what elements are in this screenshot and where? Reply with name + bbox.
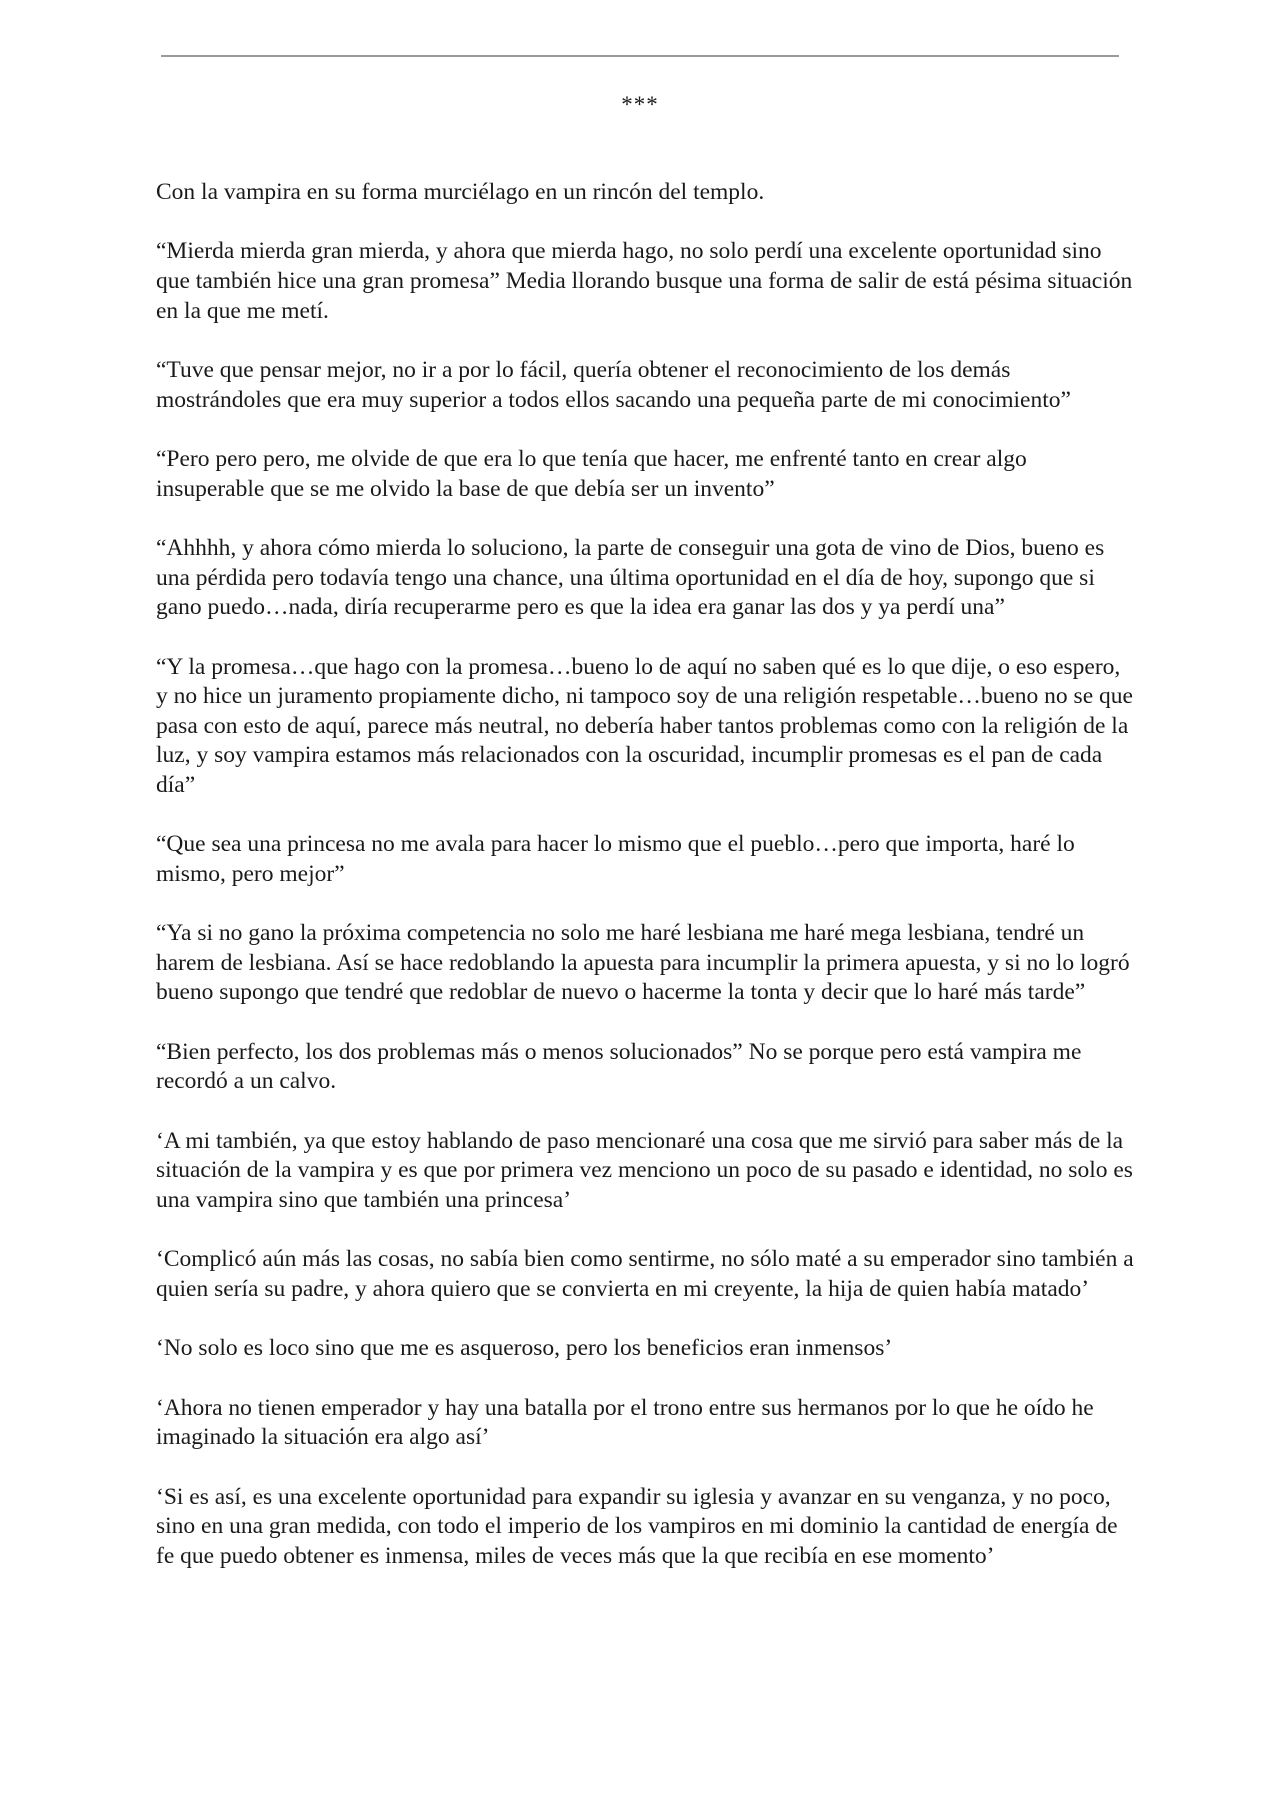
section-separator: *** <box>621 92 659 117</box>
paragraph: “Que sea una princesa no me avala para hacer lo mismo que el pueblo…pero que importa, haré lo mismo, pero mejor” <box>156 831 1075 887</box>
paragraph: ‘A mi también, ya que estoy hablando de paso mencionaré una cosa que me sirvió para saber más de la situación de la vampira y es que por primera vez menciono un poco de su pasado e identidad, no solo es una vampira sino que también una princesa’ <box>156 1127 1133 1214</box>
body-text <box>156 178 1136 1601</box>
paragraph: “Ahhhh, y ahora cómo mierda lo soluciono, la parte de conseguir una gota de vino de Dios, bueno es una pérdida pero todavía tengo una chance, una última oportunidad en el día de hoy, supongo que si gano puedo…nada, diría recuperarme pero es que la idea era ganar las dos y ya perdí una” <box>156 534 1105 621</box>
paragraph: ‘Complicó aún más las cosas, no sabía bien como sentirme, no sólo maté a su emperador sino también a quien sería su padre, y ahora quiero que se convierta en mi creyente, la hija de quien había matado’ <box>156 1246 1134 1302</box>
paragraph: “Ya si no gano la próxima competencia no solo me haré lesbiana me haré mega lesbiana, tendré un harem de lesbiana. Así se hace redoblando la apuesta para incumplir la primera apuesta, y si no lo logró bueno supongo que tendré que redoblar de nuevo o hacerme la tonta y decir que lo haré más tarde” <box>156 920 1130 1006</box>
paragraph: ‘Si es así, es una excelente oportunidad para expandir su iglesia y avanzar en su venganza, y no poco, sino en una gran medida, con todo el imperio de los vampiros en mi dominio la cantidad de energía de fe que puedo obtener es inmensa, miles de veces más que la que recibía en ese momento’ <box>156 1483 1118 1569</box>
paragraph: “Pero pero pero, me olvide de que era lo que tenía que hacer, me enfrenté tanto en crear algo insuperable que se me olvido la base de que debía ser un invento” <box>156 445 1027 502</box>
paragraph: “Tuve que pensar mejor, no ir a por lo fácil, quería obtener el reconocimiento de los demás mostrándoles que era muy superior a todos ellos sacando una pequeña parte de mi conocimiento” <box>156 356 1071 413</box>
paragraph: “Bien perfecto, los dos problemas más o menos solucionados” No se porque pero está vampira me recordó a un calvo. <box>156 1038 1082 1095</box>
paragraph: ‘No solo es loco sino que me es asqueroso, pero los beneficios eran inmensos’ <box>156 1335 893 1362</box>
paragraph: ‘Ahora no tienen emperador y hay una batalla por el trono entre sus hermanos por lo que he oído he imaginado la situación era algo así’ <box>156 1394 1094 1451</box>
paragraph: “Y la promesa…que hago con la promesa…bueno lo de aquí no saben qué es lo que dije, o eso espero, y no hice un juramento propiamente dicho, ni tampoco soy de una religión respetable…bueno no se que pasa con esto de aquí, parece más neutral, no debería haber tantos problemas como con la religión de la luz, y soy vampira estamos más relacionados con la oscuridad, incumplir promesas es el pan de cada día” <box>156 653 1133 798</box>
paragraph: Con la vampira en su forma murciélago en un rincón del templo. <box>156 179 765 205</box>
top-rule <box>161 55 1119 57</box>
paragraph: “Mierda mierda gran mierda, y ahora que mierda hago, no solo perdí una excelente oportunidad sino que también hice una gran promesa” Media llorando busque una forma de salir de está pésima situación en la que me metí. <box>156 238 1133 324</box>
